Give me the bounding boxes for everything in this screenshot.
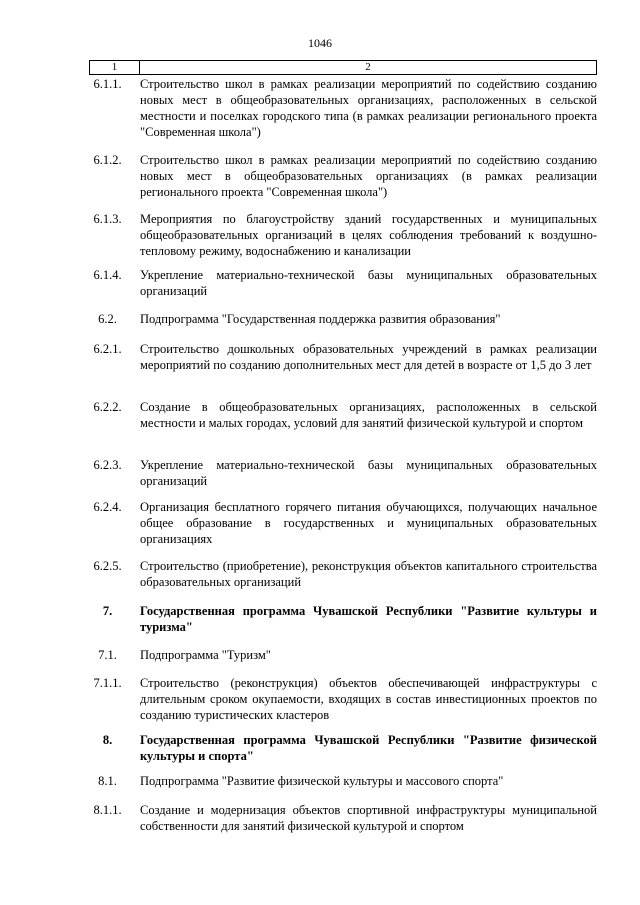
entry-text: Мероприятия по благоустройству зданий государственных и муниципальных общеобразовательных организаций в целях соблюдения требований к воздушно-тепловому режиму, водоснабжению и канализации (140, 212, 597, 258)
column-header-1: 1 (90, 61, 140, 75)
entry-number: 6.1.3. (93, 212, 122, 226)
entry-number: 8. (102, 733, 113, 747)
page-number: 1046 (308, 36, 332, 50)
entry-text: Государственная программа Чувашской Республики "Развитие физической культуры и спорта" (140, 733, 597, 763)
entry-number: 8.1. (98, 774, 117, 788)
entry-text: Подпрограмма "Туризм" (140, 648, 271, 662)
entry-number: 6.1.2. (93, 153, 122, 167)
entry-number: 6.2.3. (93, 458, 122, 472)
entry-text: Строительство (приобретение), реконструкция объектов капитального строительства образовательных организаций (140, 559, 597, 589)
column-header-table (89, 60, 597, 75)
entry-text: Укрепление материально-технической базы муниципальных образовательных организаций (140, 458, 597, 488)
entry-text: Подпрограмма "Государственная поддержка развития образования" (140, 312, 501, 326)
entry-number: 7.1. (98, 648, 117, 662)
entry-number: 6.2.2. (93, 400, 122, 414)
entry-number: 7.1.1. (93, 676, 122, 690)
entry-text: Строительство школ в рамках реализации мероприятий по содействию созданию новых мест в общеобразовательных организациях (в рамках реализации регионального проекта "Современная школа") (140, 153, 597, 199)
entry-text: Строительство (реконструкция) объектов обеспечивающей инфраструктуры с длительным сроком окупаемости, входящих в состав инвестиционных проектов по созданию туристических кластеров (140, 676, 597, 722)
entry-text: Строительство дошкольных образовательных учреждений в рамках реализации мероприятий по созданию дополнительных мест для детей в возрасте от 1,5 до 3 лет (140, 342, 597, 372)
entry-text: Организация бесплатного горячего питания обучающихся, получающих начальное общее образование в государственных и муниципальных образовательных организациях (140, 500, 597, 546)
entry-number: 8.1.1. (93, 803, 122, 817)
entry-number: 6.2.1. (93, 342, 122, 356)
column-header-row (90, 61, 597, 75)
column-header-2: 2 (140, 61, 597, 75)
entry-text: Создание в общеобразовательных организациях, расположенных в сельской местности и малых городах, условий для занятий физической культурой и спортом (140, 400, 597, 430)
entry-number: 6.1.1. (93, 77, 122, 91)
entry-number: 7. (102, 604, 113, 618)
entry-number: 6.2.5. (93, 559, 122, 573)
entry-text: Строительство школ в рамках реализации мероприятий по содействию созданию новых мест в общеобразовательных организациях, расположенных в сельской местности и поселках городского типа (в рамках реализации регионального проекта "Современная школа") (140, 77, 597, 139)
entry-text: Государственная программа Чувашской Республики "Развитие культуры и туризма" (140, 604, 597, 634)
entry-text: Укрепление материально-технической базы муниципальных образовательных организаций (140, 268, 597, 298)
entry-text: Подпрограмма "Развитие физической культуры и массового спорта" (140, 774, 504, 788)
entry-number: 6.1.4. (93, 268, 122, 282)
entry-number: 6.2.4. (93, 500, 122, 514)
entry-number: 6.2. (98, 312, 117, 326)
entry-text: Создание и модернизация объектов спортивной инфраструктуры муниципальной собственности для занятий физической культурой и спортом (140, 803, 597, 833)
